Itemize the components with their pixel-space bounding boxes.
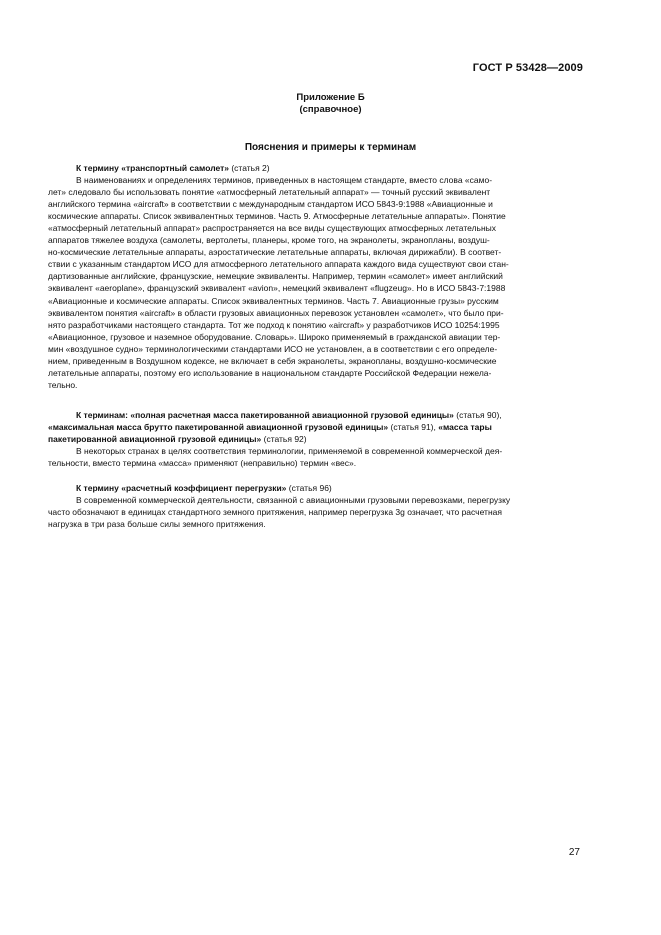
text-line: часто обозначают в единицах стандартного земного притяжения, например перегрузка 3g означает, что расчетная bbox=[48, 507, 502, 518]
text-line: нято разработчиками настоящего стандарта. Тот же подход к понятию «aircraft» у разработчиков ИСО 10254:1995 bbox=[48, 319, 500, 330]
text-line: мин «воздушное судно» терминологическими стандартами ИСО не установлен, а в соответствии с его определе- bbox=[48, 343, 498, 354]
term-explanation-cargo-mass bbox=[48, 409, 582, 469]
standard-code: ГОСТ Р 53428—2009 bbox=[472, 62, 583, 74]
text-line: но-космические летательные аппараты, аэростатические летательные аппараты, включая дирижабли). В соответ- bbox=[48, 247, 502, 258]
text-line: «атмосферный летательный аппарат» распространяется на все виды существующих атмосферных летательных bbox=[48, 223, 497, 234]
text-line: В некоторых странах в целях соответствия терминологии, применяемой в современной коммерческой дея- bbox=[76, 446, 503, 457]
text-line: летательные аппараты, поэтому его использование в национальном стандарте Российской Федерации нежела- bbox=[48, 367, 492, 378]
text-line: В современной коммерческой деятельности, связанной с авиационными грузовыми перевозками, перегрузку bbox=[76, 495, 511, 506]
text-line: ствии с указанным стандартом ИСО для атмосферного летательного аппарата каждого вида существуют свои стан- bbox=[48, 259, 509, 270]
text-line: нием, приведенным в Воздушном кодексе, не включает в себя экранолеты, экранопланы, воздушно-космические bbox=[48, 355, 497, 366]
text-line: английского термина «aircraft» в соответствии с международным стандартом ИСО 5843-9:1988 «Авиационные и bbox=[48, 199, 493, 210]
text-line: лет» следовало бы использовать понятие «атмосферный летательный аппарат» — точный русский эквивалент bbox=[48, 187, 491, 198]
paragraph-heading: К термину «расчетный коэффициент перегрузки» (статья 96) bbox=[76, 483, 332, 493]
term-explanation-load-factor bbox=[48, 482, 582, 530]
text-line: тельно. bbox=[48, 379, 78, 390]
text-line: «Авиационные и космические аппараты. Список эквивалентных терминов. Часть 7. Авиационные грузы» русским bbox=[48, 295, 499, 306]
text-line: эквивалент «aeroplane», французский эквивалент «avion», немецкий эквивалент «flugzeug». Но в ИСО 5843-7:1988 bbox=[48, 283, 506, 294]
paragraph-heading: К терминам: «полная расчетная масса пакетированной авиационной грузовой единицы» (статья 90), bbox=[76, 410, 502, 420]
appendix-title: Приложение Б bbox=[296, 92, 365, 103]
appendix-subtitle: (справочное) bbox=[299, 104, 362, 115]
appendix-heading bbox=[0, 92, 661, 116]
text-line: В наименованиях и определениях терминов, приведенных в настоящем стандарте, вместо слова «само- bbox=[76, 175, 493, 186]
text-line: тельности, вместо термина «масса» применяют (неправильно) термин «вес». bbox=[48, 458, 357, 469]
paragraph-heading: К термину «транспортный самолет» (статья 2) bbox=[76, 163, 270, 173]
page-number: 27 bbox=[568, 847, 580, 858]
text-line: «Авиационное, грузовое и наземное оборудование. Словарь». Широко применяемый в гражданской авиации тер- bbox=[48, 331, 501, 342]
text-line: эквивалентом понятия «aircraft» в области грузовых авиационных перевозок установлен «самолет», что было при- bbox=[48, 307, 504, 318]
text-line: космические аппараты. Список эквивалентных терминов. Часть 9. Атмосферные летательные аппараты». Понятие bbox=[48, 211, 506, 222]
text-line: дартизованные английские, французские, немецкие эквиваленты. Например, термин «самолет» имеет английский bbox=[48, 271, 503, 282]
paragraph-heading: пакетированной авиационной грузовой единицы» (статья 92) bbox=[48, 434, 307, 445]
text-line: аппаратов тяжелее воздуха (самолеты, вертолеты, планеры, кроме того, на экранолеты, экранопланы, воздуш- bbox=[48, 235, 490, 246]
text-line: нагрузка в три раза больше силы земного притяжения. bbox=[48, 519, 266, 530]
section-title: Пояснения и примеры к терминам bbox=[244, 142, 417, 153]
term-explanation-transport-aircraft bbox=[48, 162, 582, 391]
paragraph-heading: «максимальная масса брутто пакетированной авиационной грузовой единицы» (статья 91), «масса тары bbox=[48, 422, 492, 433]
